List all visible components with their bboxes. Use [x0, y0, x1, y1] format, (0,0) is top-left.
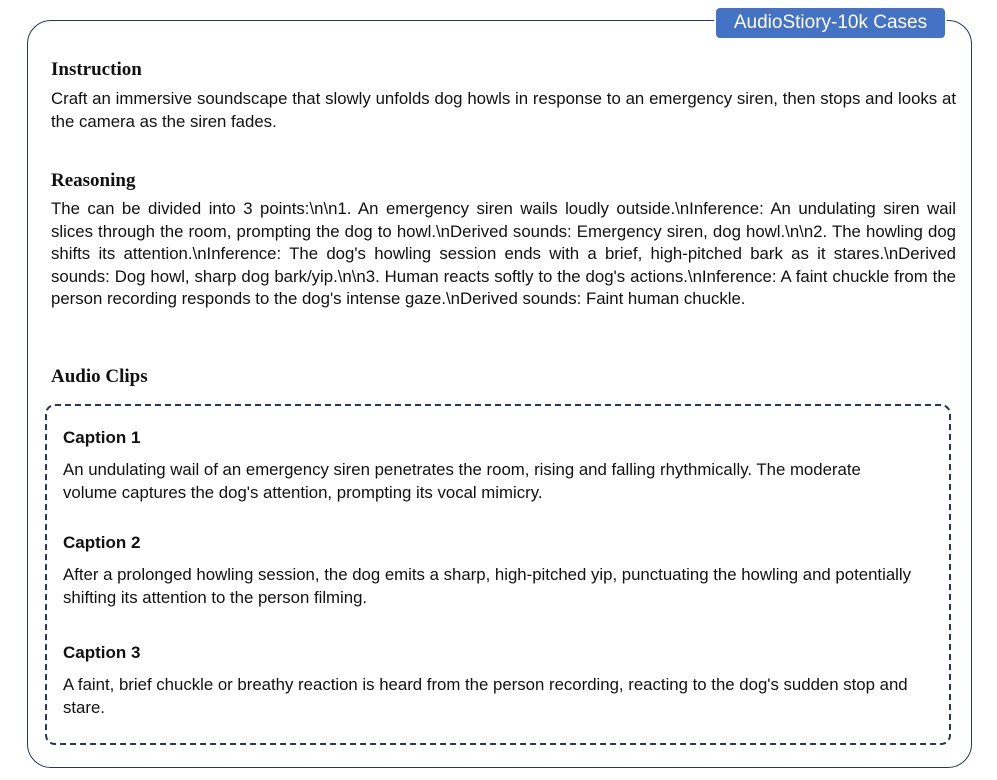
caption-2-title: Caption 2: [63, 533, 141, 552]
caption-1-text: An undulating wail of an emergency siren penetrates the room, rising and falling rhythmically. The moderate volume captures the dog's attention, prompting its vocal mimicry.: [63, 460, 861, 502]
reasoning-text: The can be divided into 3 points:\n\n1. An emergency siren wails loudly outside.\nInference: An undulating siren wail slices through the room, prompting the dog to howl.\nDerived sounds: Emergency siren, dog howl.\n\n2. The howling dog shifts its attention.\nInference: The dog's howling session ends with a brief, high-pitched bark as it stares.\nDerived sounds: Dog howl, sharp dog bark/yip.\n\n3. Human reacts softly to the dog's actions.\nInference: A faint chuckle from the person recording responds to the dog's intense gaze.\nDerived sounds: Faint human chuckle.: [51, 199, 956, 308]
instruction-text: Craft an immersive soundscape that slowly unfolds dog howls in response to an emergency siren, then stops and looks at the camera as the siren fades.: [51, 89, 956, 131]
caption-3-text: A faint, brief chuckle or breathy reaction is heard from the person recording, reacting to the dog's sudden stop and stare.: [63, 675, 908, 717]
reasoning-heading: Reasoning: [51, 170, 136, 191]
instruction-heading: Instruction: [51, 59, 142, 80]
audio-clips-heading: Audio Clips: [51, 366, 148, 387]
caption-3-title: Caption 3: [63, 643, 141, 662]
case-badge: AudioStiory-10k Cases: [714, 6, 947, 40]
caption-1-title: Caption 1: [63, 428, 141, 447]
caption-2-text: After a prolonged howling session, the dog emits a sharp, high-pitched yip, punctuating the howling and potentially shifting its attention to the person filming.: [63, 565, 911, 607]
